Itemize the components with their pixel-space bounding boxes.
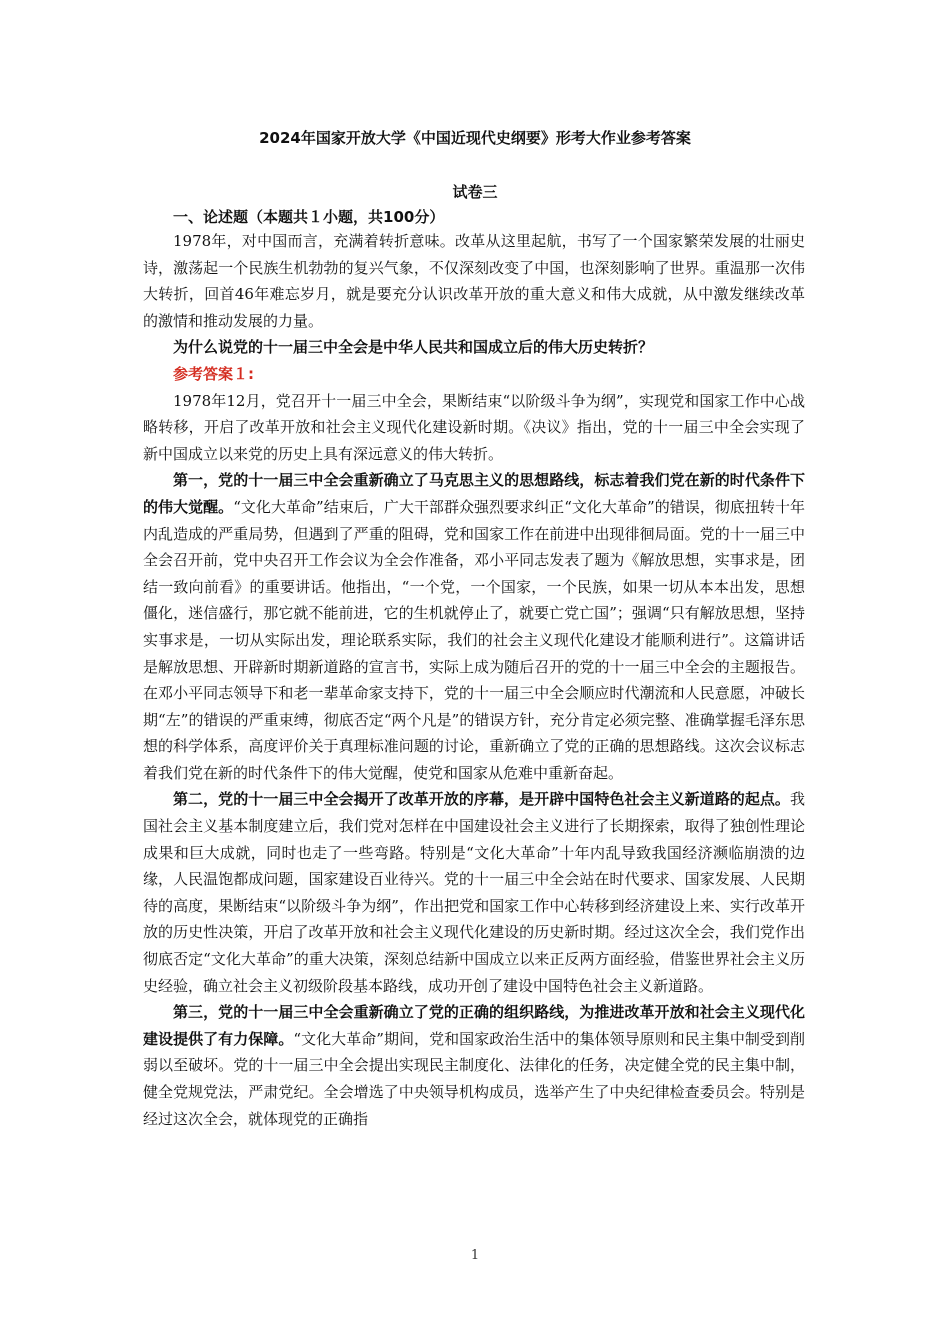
paper-label: 试卷三 [452, 183, 498, 201]
point-text-3: “文化大革命”期间，党和国家政治生活中的集体领导原则和民主集中制受到削弱以至破坏。党的十一届三中全会提出实现民主制度化、法律化的任务，决定健全党的民主集中制，健全党规党法，严肃党纪。全会增选了中央领导机构成员，选举产生了中央纪律检查委员会。特别是经过这次全会，就体现党的正确指 [143, 1029, 805, 1128]
point-lead-1: 第一，党的十一届三中全会重新确立了马克思主义的思想路线，标志着我们党在新的时代条件下的伟大觉醒。 [143, 471, 805, 516]
point-text-1: “文化大革命”结束后，广大干部群众强烈要求纠正“文化大革命”的错误，彻底扭转十年内乱造成的严重局势，但遇到了严重的阻碍，党和国家工作在前进中出现徘徊局面。党的十一届三中全会召开前，党中央召开工作会议为全会作准备，邓小平同志发表了题为《解放思想，实事求是，团结一致向前看》的重要讲话。他指出，“一个党，一个国家，一个民族，如果一切从本本出发，思想僵化，迷信盛行，那它就不能前进，它的生机就停止了，就要亡党亡国”；强调“只有解放思想，坚持实事求是，一切从实际出发，理论联系实际，我们的社会主义现代化建设才能顺利进行”。这篇讲话是解放思想、开辟新时期新道路的宣言书，实际上成为随后召开的党的十一届三中全会的主题报告。在邓小平同志领导下和老一辈革命家支持下，党的十一届三中全会顺应时代潮流和人民意愿，冲破长期“左”的错误的严重束缚，彻底否定“两个凡是”的错误方针，充分肯定必须完整、准确掌握毛泽东思想的科学体系，高度评价关于真理标准问题的讨论，重新确立了党的正确的思想路线。这次会议标志着我们党在新的时代条件下的伟大觉醒，使党和国家从危难中重新奋起。 [143, 497, 805, 782]
page-number: 1 [470, 1248, 480, 1263]
point-paragraph-3 [143, 999, 805, 1132]
question-text: 为什么说党的十一届三中全会是中华人民共和国成立后的伟大历史转折？ [173, 338, 654, 357]
answer-label: 参考答案１: [173, 364, 254, 383]
point-lead-2: 第二，党的十一届三中全会揭开了改革开放的序幕，是开辟中国特色社会主义新道路的起点。 [173, 790, 790, 809]
answer-intro-paragraph: 1978年12月，党召开十一届三中全会，果断结束“以阶级斗争为纲”，实现党和国家工作中心战略转移，开启了改革开放和社会主义现代化建设新时期。《决议》指出，党的十一届三中全会实现了新中国成立以来党的历史上具有深远意义的伟大转折。 [143, 391, 805, 463]
point-paragraph-1 [143, 467, 805, 786]
intro-paragraph: 1978年，对中国而言，充满着转折意味。改革从这里起航，书写了一个国家繁荣发展的壮丽史诗，激荡起一个民族生机勃勃的复兴气象，不仅深刻改变了中国，也深刻影响了世界。重温那一次伟大转折，回首46年难忘岁月，就是要充分认识改革开放的重大意义和伟大成就，从中激发继续改革的激情和推动发展的力量。 [143, 232, 805, 330]
document-title: 2024年国家开放大学《中国近现代史纲要》形考大作业参考答案 [259, 129, 691, 147]
section-heading: 一、论述题（本题共１小题，共100分） [173, 208, 445, 226]
point-text-2: 我国社会主义基本制度建立后，我们党对怎样在中国建设社会主义进行了长期探索，取得了独创性理论成果和巨大成就，同时也走了一些弯路。特别是“文化大革命”十年内乱导致我国经济濒临崩溃的边缘，人民温饱都成问题，国家建设百业待兴。党的十一届三中全会站在时代要求、国家发展、人民期待的高度，果断结束“以阶级斗争为纲”，作出把党和国家工作中心转移到经济建设上来、实行改革开放的历史性决策，开启了改革开放和社会主义现代化建设的历史新时期。经过这次全会，我们党作出彻底否定“文化大革命”的重大决策，深刻总结新中国成立以来正反两方面经验，借鉴世界社会主义历史经验，确立社会主义初级阶段基本路线，成功开创了建设中国特色社会主义新道路。 [143, 790, 805, 995]
document-body [143, 206, 805, 1132]
point-paragraph-2 [143, 786, 805, 999]
point-lead-3: 第三，党的十一届三中全会重新确立了党的正确的组织路线，为推进改革开放和社会主义现代化建设提供了有力保障。 [143, 1003, 805, 1048]
